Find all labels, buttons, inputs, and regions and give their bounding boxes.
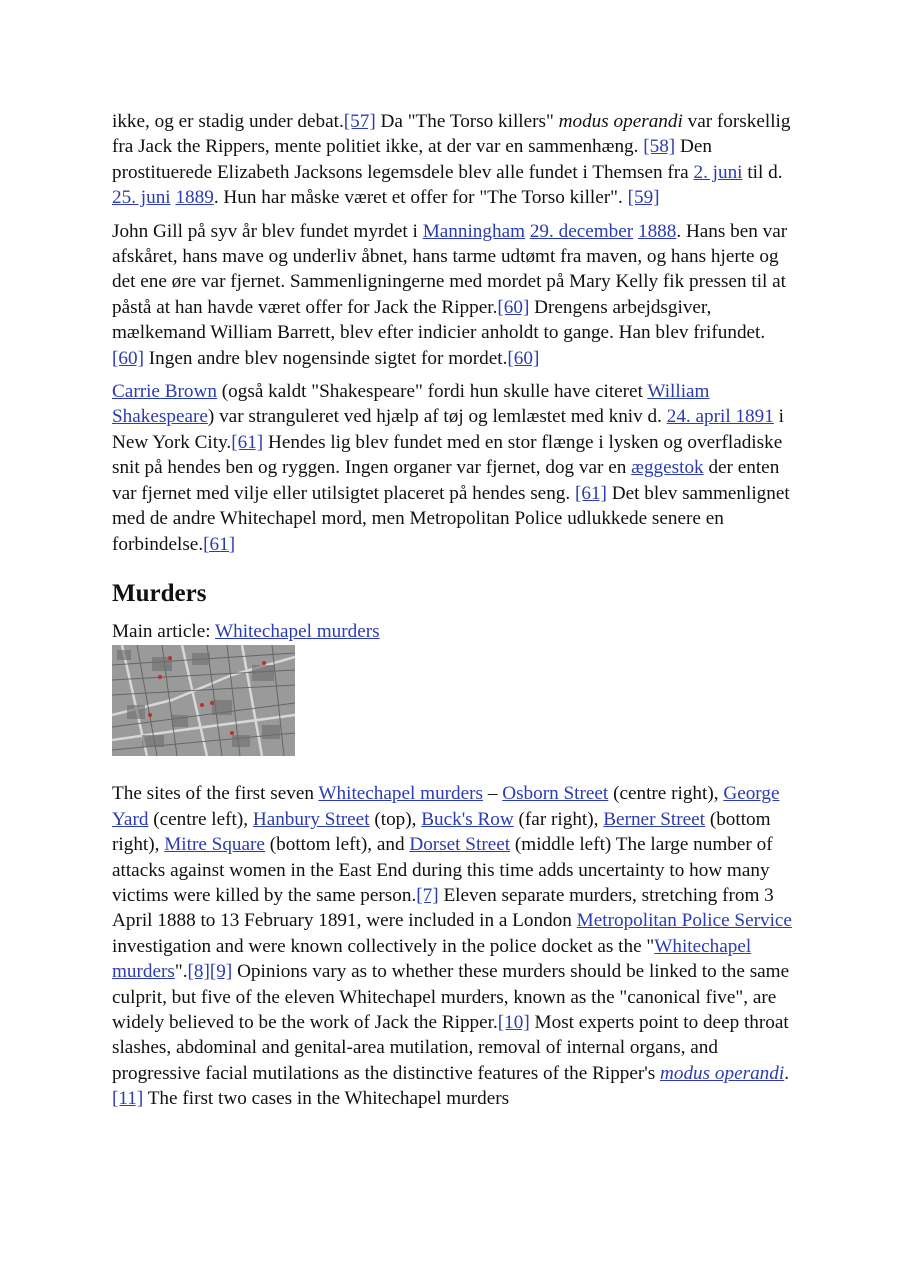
paragraph-carrie-brown bbox=[112, 379, 794, 557]
reference-57[interactable]: [57] bbox=[343, 111, 376, 132]
reference-59[interactable]: [59] bbox=[627, 187, 660, 209]
text: (centre left), bbox=[148, 808, 253, 830]
text: Opinions vary as to whether these murders should be linked to the same culprit, but five of the eleven Whitechapel murders, known as the "canonical five", are widely believed to be the work of Jack the Ripper. bbox=[112, 961, 790, 1033]
text: var forskellig fra Jack the Rippers, mente politiet ikke, at der var en sammenhæng. bbox=[112, 111, 791, 158]
link-whitechapel-murders[interactable]: Whitechapel murders bbox=[318, 783, 484, 805]
link-1888[interactable]: 1888 bbox=[637, 220, 677, 242]
emphasis-modus-operandi: modus operandi bbox=[558, 111, 683, 132]
text: (middle left) bbox=[510, 834, 612, 856]
reference-61[interactable]: [61] bbox=[203, 533, 236, 555]
link-aeggestok[interactable]: æggestok bbox=[631, 457, 704, 479]
text: der enten var fjernet med vilje eller utilsigtet placeret på hendes seng. bbox=[112, 457, 780, 504]
text: . bbox=[784, 1062, 789, 1084]
link-modus-operandi[interactable]: modus operandi bbox=[660, 1062, 785, 1084]
article-content bbox=[112, 109, 794, 1112]
reference-11[interactable]: [11] bbox=[112, 1088, 144, 1110]
text: Drengens arbejdsgiver, mælkemand William Barrett, blev efter indicier anholdt to gange. Han blev frifundet. bbox=[112, 296, 766, 344]
text: Hendes lig blev fundet med en stor flænge i lysken og overfladiske snit på hendes ben og ryggen. Ingen organer var fjernet, dog var en bbox=[112, 431, 783, 479]
reference-7[interactable]: [7] bbox=[416, 884, 439, 906]
link-hanbury-street[interactable]: Hanbury Street bbox=[252, 808, 370, 830]
text: Den prostituerede Elizabeth Jacksons legemsdele blev alle fundet i Themsen fra bbox=[112, 136, 712, 183]
link-mitre-square[interactable]: Mitre Square bbox=[164, 834, 265, 856]
text: investigation and were known collectively in the police docket as the " bbox=[112, 935, 655, 957]
text: . Hans ben var afskåret, hans mave og underliv åbnet, hans tarme udtømt fra maven, og hans hjerte og det ene øre var fjernet. Sammenligningerne med mordet på Mary Kelly fik pressen til at påstå at han havde været offer for Jack the Ripper. bbox=[112, 220, 788, 318]
link-2-juni[interactable]: 2. juni bbox=[693, 161, 743, 183]
text: Most experts point to deep throat slashes, abdominal and genital-area mutilation, removal of internal organs, and progressive facial mutilations as the distinctive features of the Ripper's bbox=[112, 1011, 789, 1084]
link-29-december[interactable]: 29. december bbox=[529, 220, 634, 242]
link-manningham[interactable]: Manningham bbox=[422, 220, 526, 242]
text: (far right), bbox=[513, 808, 604, 830]
link-1889[interactable]: 1889 bbox=[175, 187, 214, 209]
text: Det blev sammenlignet med de andre Whitechapel mord, men Metropolitan Police udlukkede senere en forbindelse. bbox=[112, 482, 790, 555]
map-illustration bbox=[112, 645, 295, 756]
reference-60[interactable]: [60] bbox=[507, 347, 540, 369]
text: The sites of the first seven bbox=[112, 783, 319, 805]
paragraph-whitechapel bbox=[112, 781, 794, 1111]
text: i New York City. bbox=[112, 406, 784, 453]
link-metropolitan-police-service[interactable]: Metropolitan Police Service bbox=[576, 910, 792, 932]
text: (bottom right), bbox=[112, 808, 771, 856]
reference-8[interactable]: [8] bbox=[187, 961, 210, 983]
link-25-juni[interactable]: 25. juni bbox=[112, 187, 171, 209]
text: . Hun har måske været et offer for "The Torso killer". bbox=[213, 187, 628, 209]
text: The first two cases in the Whitechapel murders bbox=[143, 1088, 510, 1110]
text: John Gill på syv år blev fundet myrdet i bbox=[112, 220, 423, 242]
link-berner-street[interactable]: Berner Street bbox=[603, 808, 706, 830]
main-article-label: Main article: bbox=[112, 620, 216, 642]
link-bucks-row[interactable]: Buck's Row bbox=[421, 808, 514, 830]
link-whitechapel-murders[interactable]: Whitechapel murders bbox=[215, 620, 380, 642]
text: – bbox=[483, 783, 503, 805]
text: ". bbox=[174, 961, 188, 983]
paragraph-john-gill bbox=[112, 219, 794, 371]
link-william-shakespeare[interactable]: William Shakespeare bbox=[112, 381, 710, 428]
text: Ingen andre blev nogensinde sigtet for mordet. bbox=[143, 347, 508, 369]
link-dorset-street[interactable]: Dorset Street bbox=[409, 834, 511, 856]
text: ) var stranguleret ved hjælp af tøj og lemlæstet med kniv d. bbox=[207, 406, 667, 428]
text: (top), bbox=[369, 808, 422, 830]
reference-9[interactable]: [9] bbox=[209, 961, 233, 983]
text: Eleven separate murders, stretching from 3 April 1888 to 13 February 1891, were included in a London bbox=[112, 884, 774, 932]
text: (også kaldt "Shakespeare" fordi hun skulle have citeret bbox=[216, 381, 648, 403]
reference-61[interactable]: [61] bbox=[231, 431, 264, 453]
reference-10[interactable]: [10] bbox=[497, 1011, 530, 1033]
reference-58[interactable]: [58] bbox=[643, 136, 676, 158]
reference-61[interactable]: [61] bbox=[574, 482, 607, 504]
main-article-note bbox=[112, 619, 794, 644]
text: Da "The Torso killers" bbox=[375, 111, 559, 132]
text: ikke, og er stadig under debat. bbox=[112, 111, 344, 132]
map-image[interactable] bbox=[112, 645, 295, 756]
text: The large number of attacks against women in the East End during this time adds uncertainty to how many victims were killed by the same person. bbox=[112, 834, 773, 906]
reference-60[interactable]: [60] bbox=[497, 296, 530, 318]
text: (bottom left), and bbox=[264, 834, 410, 856]
text: (centre right), bbox=[608, 783, 724, 805]
text: til d. bbox=[742, 161, 783, 183]
link-george-yard[interactable]: George Yard bbox=[112, 783, 780, 830]
link-carrie-brown[interactable]: Carrie Brown bbox=[112, 381, 217, 403]
link-osborn-street[interactable]: Osborn Street bbox=[502, 783, 609, 805]
link-whitechapel-murders[interactable]: Whitechapel murders bbox=[112, 935, 752, 983]
reference-60[interactable]: [60] bbox=[112, 347, 144, 369]
paragraph-torso-killer bbox=[112, 109, 794, 211]
link-24-april-1891[interactable]: 24. april 1891 bbox=[666, 406, 774, 428]
section-heading-murders: Murders bbox=[112, 579, 207, 607]
